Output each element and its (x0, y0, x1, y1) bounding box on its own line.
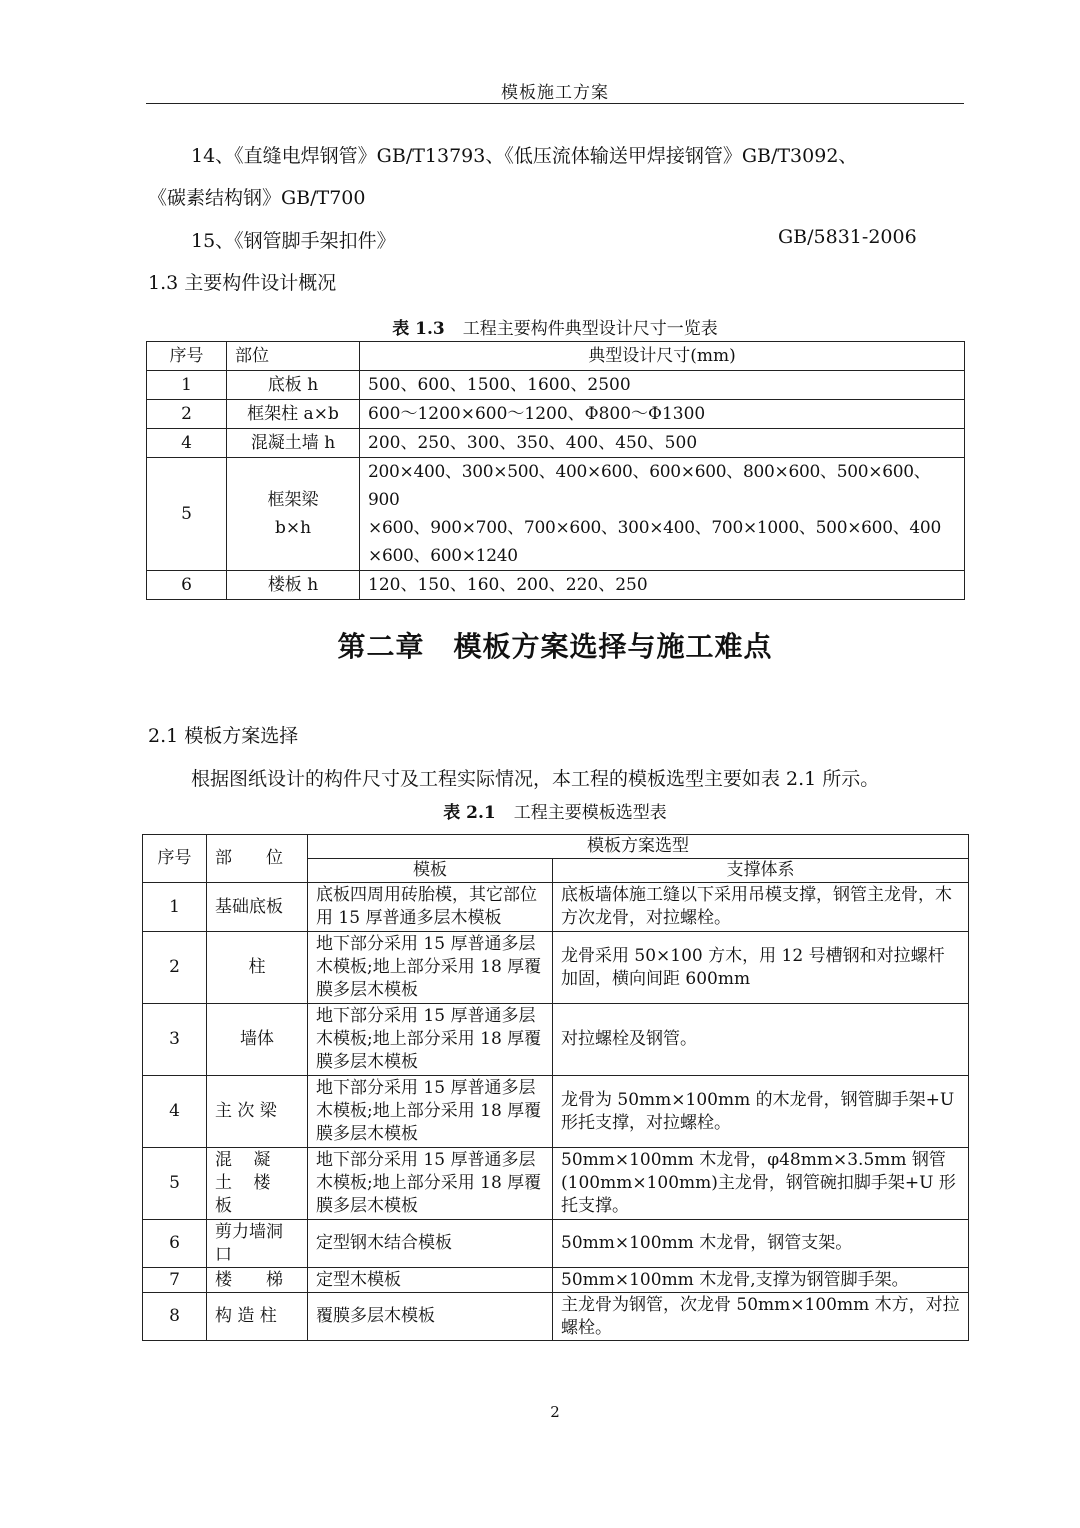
header-cell-support: 支撑体系 (553, 859, 969, 883)
row-part: 柱 (207, 932, 308, 1004)
row-no: 5 (147, 458, 227, 571)
table-row (147, 429, 965, 458)
row-formwork: 定型木模板 (308, 1268, 553, 1293)
reference-14-line1: 14、《直缝电焊钢管》GB/T13793、《低压流体输送甲焊接钢管》GB/T3092、 (191, 145, 858, 167)
row-support: 龙骨为 50mm×100mm 的木龙骨，钢管脚手架+U 形托支撑，对拉螺栓。 (553, 1076, 969, 1148)
row-no: 4 (147, 429, 227, 458)
reference-15-code: GB/5831-2006 (778, 226, 917, 248)
row-formwork: 地下部分采用 15 厚普通多层木模板;地上部分采用 18 厚覆膜多层木模板 (308, 1076, 553, 1148)
table-row (143, 932, 969, 1004)
row-part: 楼板 h (227, 571, 360, 600)
row-part: 墙体 (207, 1004, 308, 1076)
row-size: 500、600、1500、1600、2500 (360, 371, 965, 400)
row-no: 6 (143, 1220, 207, 1268)
row-support: 50mm×100mm 木龙骨，φ48mm×3.5mm 钢管(100mm×100mm)主龙骨，钢管碗扣脚手架+U 形托支撑。 (553, 1148, 969, 1220)
table-row (143, 1220, 969, 1268)
page-number: 2 (550, 1403, 560, 1421)
row-support: 主龙骨为钢管，次龙骨 50mm×100mm 木方，对拉螺栓。 (553, 1293, 969, 1341)
header-cell-group: 模板方案选型 (308, 835, 969, 859)
row-size-line: ×600、600×1240 (368, 546, 518, 566)
table-row (143, 1148, 969, 1220)
table-1-3-caption-text: 工程主要构件典型设计尺寸一览表 (462, 319, 718, 339)
section-1-3-heading: 1.3 主要构件设计概况 (148, 272, 337, 294)
section-2-1-intro: 根据图纸设计的构件尺寸及工程实际情况，本工程的模板选型主要如表 2.1 所示。 (191, 768, 880, 790)
row-formwork: 地下部分采用 15 厚普通多层木模板;地上部分采用 18 厚覆膜多层木模板 (308, 1148, 553, 1220)
table-row (143, 883, 969, 932)
row-no: 7 (143, 1268, 207, 1293)
table-1-3 (146, 341, 965, 600)
row-part (227, 458, 360, 571)
row-size: 200、250、300、350、400、450、500 (360, 429, 965, 458)
header-cell-part: 部位 (227, 342, 360, 371)
row-support: 底板墙体施工缝以下采用吊模支撑，钢管主龙骨，木方次龙骨，对拉螺栓。 (553, 883, 969, 932)
row-size-line: 200×400、300×500、400×600、600×600、800×600、500×600、900 (368, 462, 931, 510)
row-no: 8 (143, 1293, 207, 1341)
table-row (147, 571, 965, 600)
row-size-line: ×600、900×700、700×600、300×400、700×1000、500×600、400 (368, 518, 941, 538)
row-no: 3 (143, 1004, 207, 1076)
table-1-3-caption (0, 314, 1080, 339)
row-part: 剪力墙洞口 (207, 1220, 308, 1268)
chapter-2-title: 第二章 模板方案选择与施工难点 (337, 630, 773, 663)
row-no: 4 (143, 1076, 207, 1148)
row-no: 1 (143, 883, 207, 932)
header-cell-part: 部 位 (207, 835, 308, 883)
row-part: 混凝土墙 h (227, 429, 360, 458)
running-header: 模板施工方案 (501, 83, 609, 103)
row-no: 5 (143, 1148, 207, 1220)
table-row (147, 371, 965, 400)
row-part: 混 凝 土 楼 板 (207, 1148, 308, 1220)
table-2-1-caption-number: 表 2.1 (443, 803, 496, 823)
row-formwork: 地下部分采用 15 厚普通多层木模板;地上部分采用 18 厚覆膜多层木模板 (308, 1004, 553, 1076)
header-cell-no: 序号 (147, 342, 227, 371)
row-formwork: 定型钢木结合模板 (308, 1220, 553, 1268)
row-no: 2 (143, 932, 207, 1004)
header-rule (146, 103, 964, 104)
table-row (143, 1268, 969, 1293)
table-1-3-caption-number: 表 1.3 (392, 319, 445, 339)
table-2-1-caption-text: 工程主要模板选型表 (513, 803, 667, 823)
row-no: 2 (147, 400, 227, 429)
row-formwork: 覆膜多层木模板 (308, 1293, 553, 1341)
row-part: 构 造 柱 (207, 1293, 308, 1341)
table-header-row (147, 342, 965, 371)
header-cell-no: 序号 (143, 835, 207, 883)
table-row (147, 400, 965, 429)
table-row (143, 1293, 969, 1341)
reference-14-line2: 《碳素结构钢》GB/T700 (148, 187, 366, 209)
row-formwork: 地下部分采用 15 厚普通多层木模板;地上部分采用 18 厚覆膜多层木模板 (308, 932, 553, 1004)
row-part: 主 次 梁 (207, 1076, 308, 1148)
row-part: 基础底板 (207, 883, 308, 932)
row-no: 1 (147, 371, 227, 400)
table-2-1-caption (0, 798, 1080, 823)
row-size: 600～1200×600～1200、Φ800～Φ1300 (360, 400, 965, 429)
row-part-line: b×h (274, 518, 312, 538)
table-row (147, 458, 965, 571)
header-cell-formwork: 模板 (308, 859, 553, 883)
row-size: 120、150、160、200、220、250 (360, 571, 965, 600)
row-part: 框架柱 a×b (227, 400, 360, 429)
row-size (360, 458, 965, 571)
header-cell-size: 典型设计尺寸(mm) (360, 342, 965, 371)
row-support: 50mm×100mm 木龙骨，钢管支架。 (553, 1220, 969, 1268)
table-header-row (143, 835, 969, 859)
row-support: 对拉螺栓及钢管。 (553, 1004, 969, 1076)
row-support: 50mm×100mm 木龙骨,支撑为钢管脚手架。 (553, 1268, 969, 1293)
row-formwork: 底板四周用砖胎模，其它部位用 15 厚普通多层木模板 (308, 883, 553, 932)
table-row (143, 1076, 969, 1148)
row-support: 龙骨采用 50×100 方木，用 12 号槽钢和对拉螺杆加固，横向间距 600mm (553, 932, 969, 1004)
row-part-line: 框架梁 (267, 490, 319, 510)
reference-15-name: 15、《钢管脚手架扣件》 (191, 230, 396, 252)
row-part: 底板 h (227, 371, 360, 400)
section-2-1-heading: 2.1 模板方案选择 (148, 725, 299, 747)
row-part: 楼 梯 (207, 1268, 308, 1293)
row-no: 6 (147, 571, 227, 600)
table-row (143, 1004, 969, 1076)
table-2-1 (142, 834, 969, 1341)
